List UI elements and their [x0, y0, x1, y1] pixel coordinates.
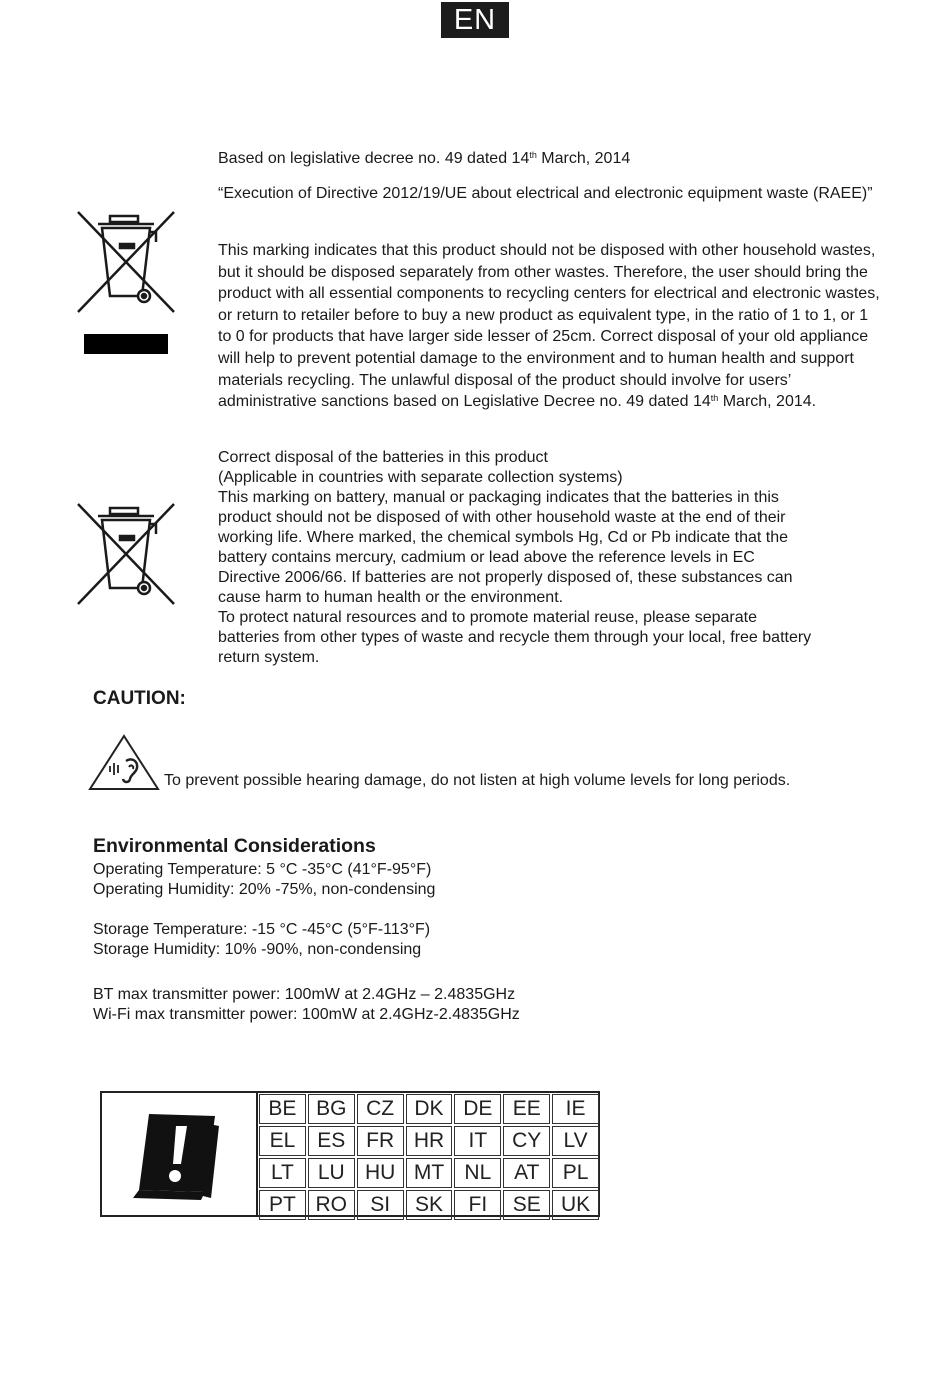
country-codes-grid	[256, 1093, 600, 1215]
country-code: EE	[503, 1094, 550, 1124]
country-code: HU	[357, 1158, 404, 1188]
country-code: ES	[308, 1126, 355, 1156]
country-code: FR	[357, 1126, 404, 1156]
env-line: Storage Humidity: 10% -90%, non-condensing	[93, 941, 422, 958]
country-code: BE	[259, 1094, 306, 1124]
language-badge: EN	[441, 2, 509, 38]
manual-warning-book-icon	[127, 1104, 227, 1204]
country-code: CZ	[357, 1094, 404, 1124]
env-line: Operating Humidity: 20% -75%, non-condensing	[93, 881, 436, 898]
country-code: LT	[259, 1158, 306, 1188]
directive-title: “Execution of Directive 2012/19/UE about electrical and electronic equipment waste (RAEE)”	[218, 185, 873, 202]
black-bar	[84, 334, 168, 354]
caution-heading: CAUTION:	[93, 688, 186, 709]
battery-paragraph: Correct disposal of the batteries in this product (Applicable in countries with separate collection systems) This marking on battery, manual or packaging indicates that the batteries in this product should not be disposed of with other household waste at the end of their working life. Where marked, the chemical symbols Hg, Cd or Pb indicate that the battery contains mercury, cadmium or lead above the reference levels in EC Directive 2006/66. If batteries are not properly disposed of, these substances can cause harm to human health or the environment. To protect natural resources and to promote material reuse, please separate batteries from other types of waste and recycle them through your local, free battery return system.	[218, 449, 812, 666]
country-code: PL	[552, 1158, 599, 1188]
crossed-out-wheelie-bin-icon	[74, 208, 178, 314]
country-code: RO	[308, 1190, 355, 1220]
country-code: MT	[406, 1158, 453, 1188]
country-code: PT	[259, 1190, 306, 1220]
environmental-title: Environmental Considerations	[93, 835, 376, 857]
country-code: NL	[454, 1158, 501, 1188]
crossed-out-wheelie-bin-icon	[74, 500, 178, 606]
hearing-warning-icon	[88, 733, 160, 791]
country-code: CY	[503, 1126, 550, 1156]
country-code: UK	[552, 1190, 599, 1220]
env-line: Operating Temperature: 5 °C -35°C (41°F-95°F)	[93, 861, 432, 878]
env-line: Wi-Fi max transmitter power: 100mW at 2.4GHz-2.4835GHz	[93, 1006, 520, 1023]
country-code: SK	[406, 1190, 453, 1220]
country-code: AT	[503, 1158, 550, 1188]
country-code: IT	[454, 1126, 501, 1156]
country-code: SE	[503, 1190, 550, 1220]
country-code: HR	[406, 1126, 453, 1156]
country-code: LU	[308, 1158, 355, 1188]
country-code: BG	[308, 1094, 355, 1124]
weee-paragraph: This marking indicates that this product should not be disposed with other household wastes, but it should be disposed separately from other wastes. Therefore, the user should bring the product with all essential components to recycling centers for electrical and electronic wastes, or return to retailer before to buy a new product as equivalent type, in the ratio of 1 to 1, or 1 to 0 for products that have larger side lesser of 25cm. Correct disposal of your old appliance will help to prevent potential damage to the environment and to human health and support materials recycling. The unlawful disposal of the product should involve for users’ administrative sanctions based on Legislative Decree no. 49 dated 14th March, 2014.	[218, 242, 880, 411]
hearing-warning-text: To prevent possible hearing damage, do not listen at high volume levels for long periods.	[164, 772, 791, 789]
country-code: DE	[454, 1094, 501, 1124]
decree-reference: Based on legislative decree no. 49 dated 14th March, 2014	[218, 150, 631, 167]
country-code: LV	[552, 1126, 599, 1156]
country-code: IE	[552, 1094, 599, 1124]
country-code: EL	[259, 1126, 306, 1156]
env-line: Storage Temperature: -15 °C -45°C (5°F-113°F)	[93, 921, 431, 938]
country-code: SI	[357, 1190, 404, 1220]
country-code: DK	[406, 1094, 453, 1124]
country-code: FI	[454, 1190, 501, 1220]
env-line: BT max transmitter power: 100mW at 2.4GHz – 2.4835GHz	[93, 986, 516, 1003]
